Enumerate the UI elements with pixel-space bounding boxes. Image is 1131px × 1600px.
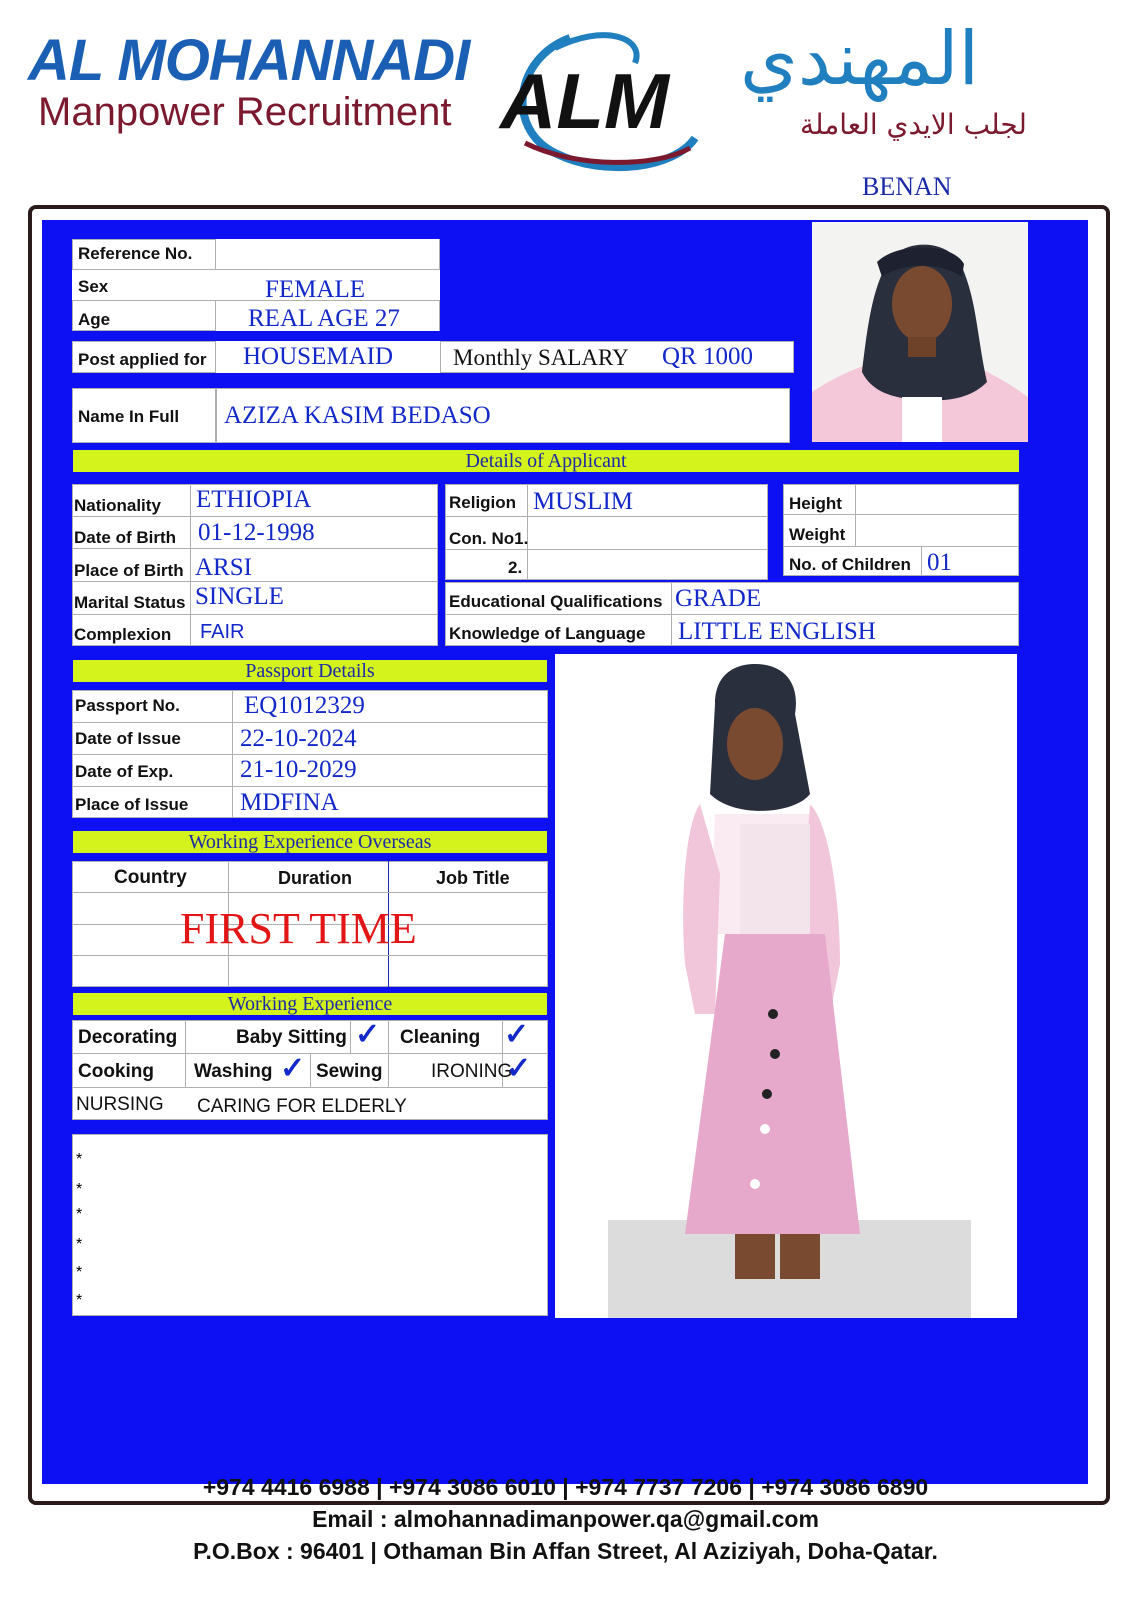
details-right-divider	[855, 484, 856, 546]
language-value: LITTLE ENGLISH	[678, 618, 876, 645]
logo-text: ALM	[500, 57, 669, 145]
sewing-label: Sewing	[316, 1061, 383, 1082]
children-value: 01	[927, 549, 952, 576]
nursing-label: NURSING	[76, 1094, 164, 1115]
dob-value: 01-12-1998	[198, 519, 315, 546]
passport-title-bar: Passport Details	[73, 660, 547, 682]
name-label: Name In Full	[78, 407, 180, 426]
details-line	[72, 548, 438, 549]
cooking-label: Cooking	[78, 1061, 154, 1082]
religion-value: MUSLIM	[533, 488, 634, 515]
name-divider	[215, 388, 217, 443]
details-line	[72, 581, 438, 582]
top-info-rowlines	[72, 269, 440, 301]
experience-divider	[310, 1053, 311, 1087]
marital-value: SINGLE	[195, 583, 284, 610]
details-right-divider	[921, 546, 922, 576]
age-label: Age	[78, 310, 111, 329]
brand-subtitle: Manpower Recruitment	[38, 90, 452, 134]
overseas-line	[72, 955, 548, 956]
passport-line	[72, 786, 548, 787]
ironing-label: IRONING	[431, 1061, 513, 1082]
decorating-label: Decorating	[78, 1027, 178, 1048]
brand-subtitle-arabic: لجلب الايدي العاملة	[800, 108, 1027, 141]
note-line: *	[76, 1181, 83, 1198]
details-line	[445, 516, 768, 517]
dob-label: Date of Birth	[74, 528, 176, 547]
post-label: Post applied for	[78, 350, 207, 369]
overseas-line	[72, 892, 548, 893]
experience-divider	[350, 1020, 351, 1053]
education-value: GRADE	[675, 585, 762, 612]
passport-no-label: Passport No.	[75, 696, 180, 715]
first-time-stamp: FIRST TIME	[180, 904, 417, 953]
details-line	[445, 614, 1019, 615]
experience-line	[72, 1087, 548, 1088]
footer-phones: +974 4416 6988 | +974 3086 6010 | +974 7737 7206 | +974 3086 6890	[202, 1474, 929, 1500]
issue-place-value: MDFINA	[240, 789, 339, 816]
experience-title-bar: Working Experience	[73, 993, 547, 1015]
reference-label: Reference No.	[78, 244, 193, 263]
passport-no-value: EQ1012329	[244, 692, 365, 719]
caring-label: CARING FOR ELDERLY	[197, 1096, 407, 1117]
duration-header: Duration	[278, 868, 352, 888]
overseas-title-bar: Working Experience Overseas	[73, 831, 547, 853]
job-title-header: Job Title	[436, 868, 510, 888]
salary-label: Monthly SALARY	[453, 345, 629, 370]
experience-divider	[185, 1020, 186, 1087]
experience-divider	[388, 1020, 389, 1087]
marital-label: Marital Status	[74, 593, 186, 612]
salary-value: QR 1000	[662, 343, 753, 370]
brand-name-arabic: المهندي	[740, 16, 980, 102]
pob-value: ARSI	[195, 554, 252, 581]
age-value: REAL AGE 27	[248, 305, 400, 332]
notes-box	[72, 1134, 548, 1316]
religion-label: Religion	[449, 493, 517, 512]
country-header: Country	[114, 867, 187, 888]
details-line	[445, 549, 768, 550]
contact1-label: Con. No1.	[449, 529, 529, 548]
height-label: Height	[789, 494, 842, 513]
sex-label: Sex	[78, 277, 109, 296]
cleaning-check: ✓	[504, 1018, 530, 1051]
baby-sitting-label: Baby Sitting	[236, 1027, 347, 1048]
full-body-photo	[555, 654, 1017, 1318]
name-value: AZIZA KASIM BEDASO	[224, 402, 491, 429]
washing-check: ✓	[280, 1052, 306, 1085]
details-title-bar: Details of Applicant	[73, 450, 1019, 472]
nationality-label: Nationality	[74, 496, 161, 515]
passport-line	[72, 754, 548, 755]
sex-value: FEMALE	[265, 276, 365, 303]
cleaning-label: Cleaning	[400, 1027, 481, 1048]
details-line	[72, 614, 438, 615]
issue-date-label: Date of Issue	[75, 729, 181, 748]
weight-label: Weight	[789, 525, 846, 544]
washing-label: Washing	[194, 1061, 273, 1082]
headshot-photo	[812, 222, 1028, 442]
details-line	[72, 516, 438, 517]
branch-label: BENAN	[862, 172, 952, 201]
exp-date-label: Date of Exp.	[75, 762, 174, 781]
details-line	[783, 514, 1019, 515]
brand-name-english: AL MOHANNADI	[28, 28, 470, 93]
contact2-label: 2.	[508, 558, 523, 577]
exp-date-value: 21-10-2029	[240, 756, 357, 783]
baby-sitting-check: ✓	[355, 1018, 381, 1051]
language-label: Knowledge of Language	[449, 624, 646, 643]
children-label: No. of Children	[789, 555, 911, 574]
details-line	[783, 546, 1019, 547]
pob-label: Place of Birth	[74, 561, 184, 580]
note-line: *	[76, 1206, 83, 1223]
issue-place-label: Place of Issue	[75, 795, 189, 814]
passport-line	[72, 722, 548, 723]
post-value: HOUSEMAID	[243, 343, 393, 370]
footer-email: Email : almohannadimanpower.qa@gmail.com	[312, 1506, 819, 1532]
nationality-value: ETHIOPIA	[196, 486, 312, 513]
issue-date-value: 22-10-2024	[240, 725, 357, 752]
details-left-divider	[190, 484, 191, 646]
note-line: *	[76, 1151, 83, 1168]
alm-logo	[495, 18, 725, 178]
complexion-label: Complexion	[74, 625, 172, 644]
footer-address: P.O.Box : 96401 | Othaman Bin Affan Street, Al Aziziyah, Doha-Qatar.	[193, 1538, 938, 1564]
education-label: Educational Qualifications	[449, 592, 663, 611]
ironing-check: ✓	[506, 1052, 532, 1085]
note-line: *	[76, 1236, 83, 1253]
note-line: *	[76, 1292, 83, 1309]
note-line: *	[76, 1264, 83, 1281]
complexion-value: FAIR	[200, 621, 245, 643]
